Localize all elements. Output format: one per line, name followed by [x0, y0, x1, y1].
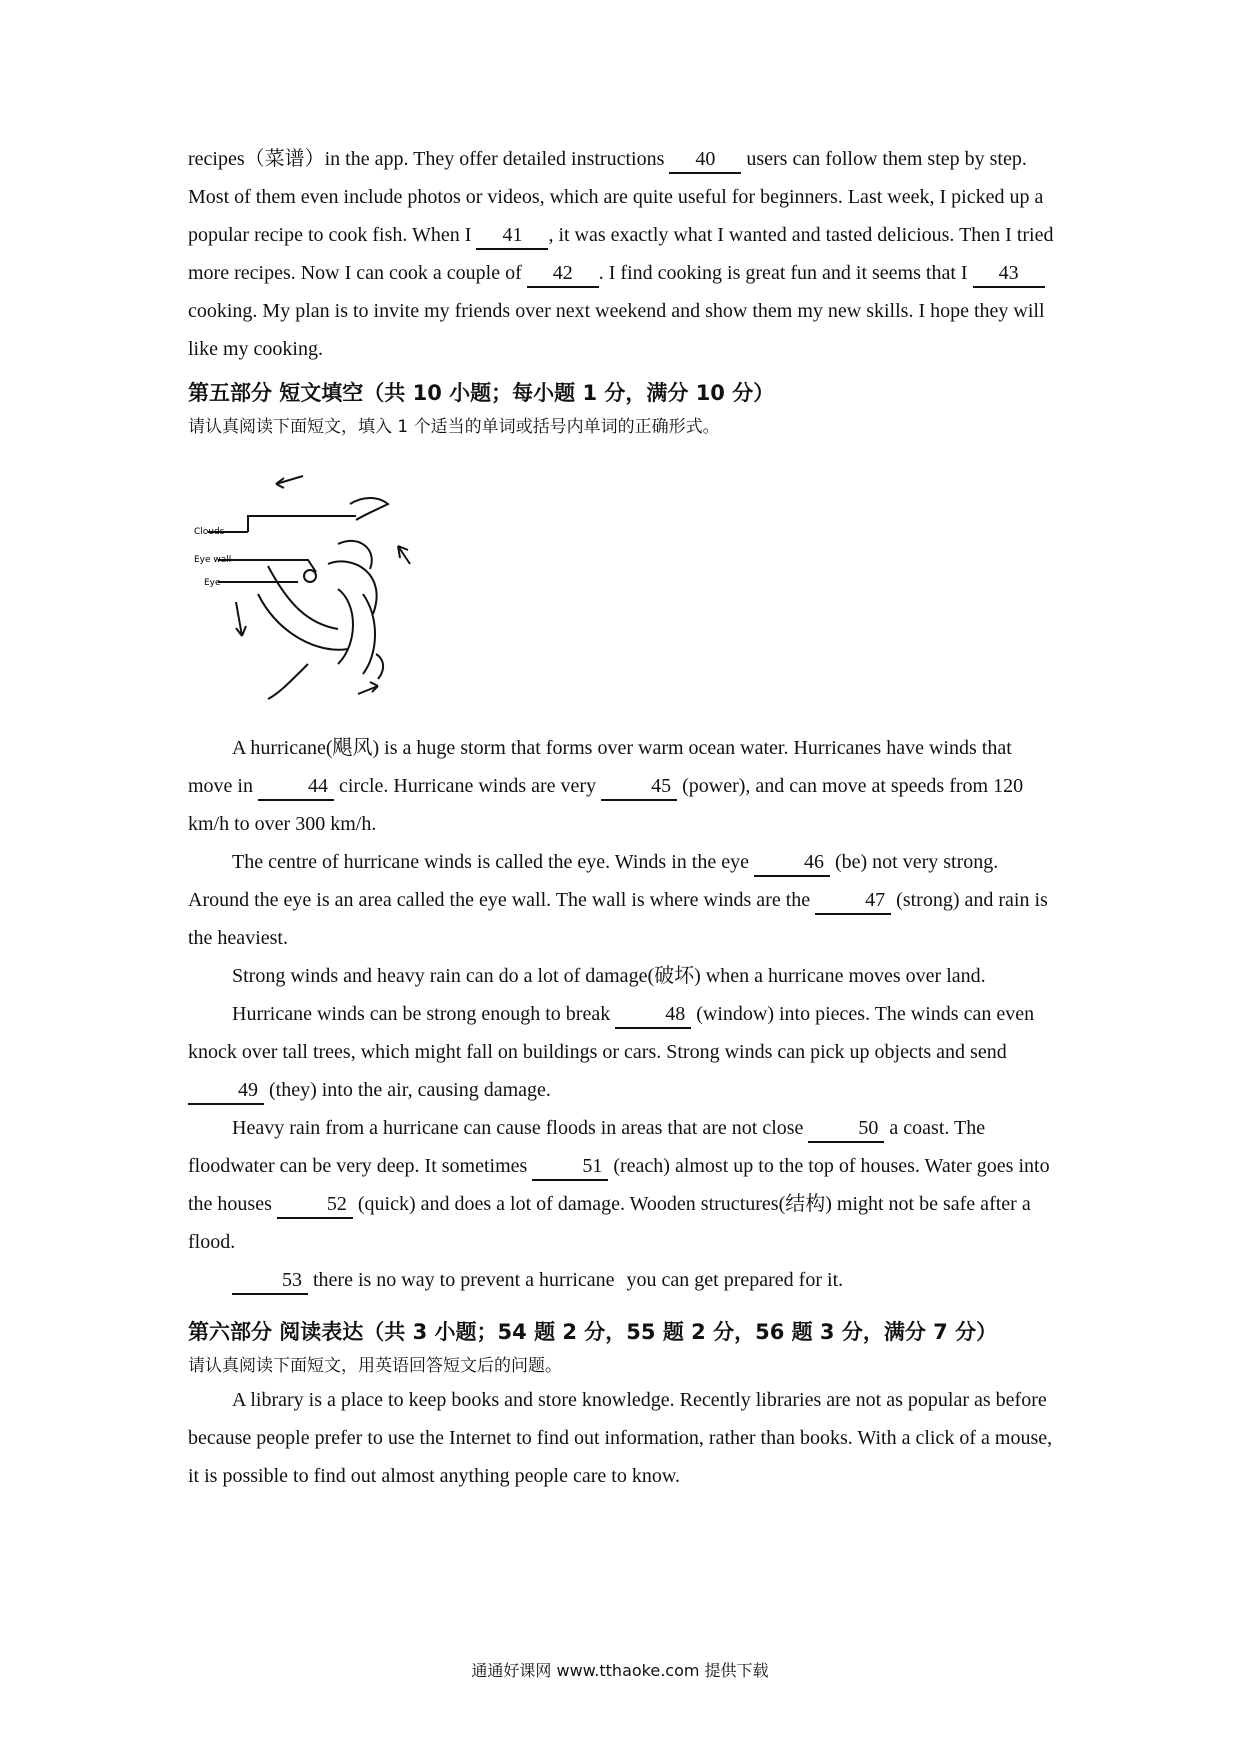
blank-41[interactable]: 41	[476, 222, 548, 250]
text: Heavy rain from a hurricane can cause floods in areas that are not close	[232, 1117, 804, 1139]
section6-instruction: 请认真阅读下面短文，用英语回答短文后的问题。	[188, 1356, 562, 1376]
blank-45[interactable]: 45	[601, 773, 677, 801]
text: recipes（菜谱）in the app. They offer detailed instructions	[188, 148, 665, 170]
text: , it was exactly what I wanted and tasted delicious. Then I tried more recipes. Now I can cook a couple of	[188, 224, 1054, 284]
blank-51[interactable]: 51	[532, 1153, 608, 1181]
text: cooking. My plan is to invite my friends over next weekend and show them my new skills. I hope they will like my cooking.	[188, 300, 1045, 360]
text: (reach) almost up to the top of houses. Water goes into the houses	[188, 1155, 1050, 1215]
blank-42[interactable]: 42	[527, 260, 599, 288]
text: (be) not very strong. Around the eye is an area called the eye wall. The wall is where winds are the	[188, 851, 999, 911]
s5-paragraph-5	[188, 1109, 1058, 1261]
s5-paragraph-1	[188, 729, 1058, 843]
page-footer: 通通好课网 www.tthaoke.com 提供下载	[471, 1661, 769, 1680]
text: (quick) and does a lot of damage. Wooden structures(结构) might not be safe after a flood.	[188, 1193, 1031, 1253]
blank-40[interactable]: 40	[669, 146, 741, 174]
section5-instruction: 请认真阅读下面短文，填入 1 个适当的单词或括号内单词的正确形式。	[188, 417, 720, 437]
label-clouds: Clouds	[194, 527, 225, 537]
blank-49[interactable]: 49	[188, 1077, 264, 1105]
text: you can get prepared for it.	[626, 1269, 844, 1291]
text: (window) into pieces. The winds can even knock over tall trees, which might fall on buildings or cars. Strong winds can pick up objects and send	[188, 1003, 1035, 1063]
text: users can follow them step by step. Most of them even include photos or videos, which are quite useful for beginners. Last week, I picked up a popular recipe to cook fish. When I	[188, 148, 1044, 246]
text: (power), and can move at speeds from 120 km/h to over 300 km/h.	[188, 775, 1024, 835]
s5-paragraph-4	[188, 995, 1058, 1109]
section6-heading: 第六部分 阅读表达（共 3 小题；54 题 2 分，55 题 2 分，56 题 3 分，满分 7 分）	[188, 1320, 998, 1344]
blank-53[interactable]: 53	[232, 1267, 308, 1295]
text: circle. Hurricane winds are very	[339, 775, 597, 797]
blank-43[interactable]: 43	[973, 260, 1045, 288]
label-eye: Eye	[204, 578, 221, 588]
hurricane-diagram	[188, 454, 448, 714]
s6-paragraph-1: A library is a place to keep books and store knowledge. Recently libraries are not as popular as before because people prefer to use the Internet to find out information, rather than books. With a click of a mouse, it is possible to find out almost anything people care to know.	[188, 1389, 1053, 1487]
text: (strong) and rain is the heaviest.	[188, 889, 1048, 949]
text: The centre of hurricane winds is called the eye. Winds in the eye	[232, 851, 749, 873]
document-page	[188, 140, 1058, 1495]
blank-46[interactable]: 46	[754, 849, 830, 877]
blank-44[interactable]: 44	[258, 773, 334, 801]
s5-paragraph-3: Strong winds and heavy rain can do a lot of damage(破坏) when a hurricane moves over land.	[232, 965, 986, 987]
blank-52[interactable]: 52	[277, 1191, 353, 1219]
text: a coast. The floodwater can be very deep. It sometimes	[188, 1117, 986, 1177]
s5-paragraph-2	[188, 843, 1058, 957]
s5-paragraph-6	[188, 1261, 1058, 1299]
label-eye-wall: Eye wall	[194, 555, 232, 565]
section5-heading: 第五部分 短文填空（共 10 小题；每小题 1 分，满分 10 分）	[188, 381, 775, 405]
text: (they) into the air, causing damage.	[269, 1079, 551, 1101]
text: there is no way to prevent a hurricane	[313, 1269, 615, 1291]
text: . I find cooking is great fun and it seems that I	[598, 262, 968, 284]
text: A hurricane(飓风) is a huge storm that forms over warm ocean water. Hurricanes have winds that move in	[188, 737, 1012, 797]
blank-47[interactable]: 47	[815, 887, 891, 915]
text: Hurricane winds can be strong enough to break	[232, 1003, 611, 1025]
blank-48[interactable]: 48	[615, 1001, 691, 1029]
intro-paragraph	[188, 140, 1058, 368]
blank-50[interactable]: 50	[808, 1115, 884, 1143]
